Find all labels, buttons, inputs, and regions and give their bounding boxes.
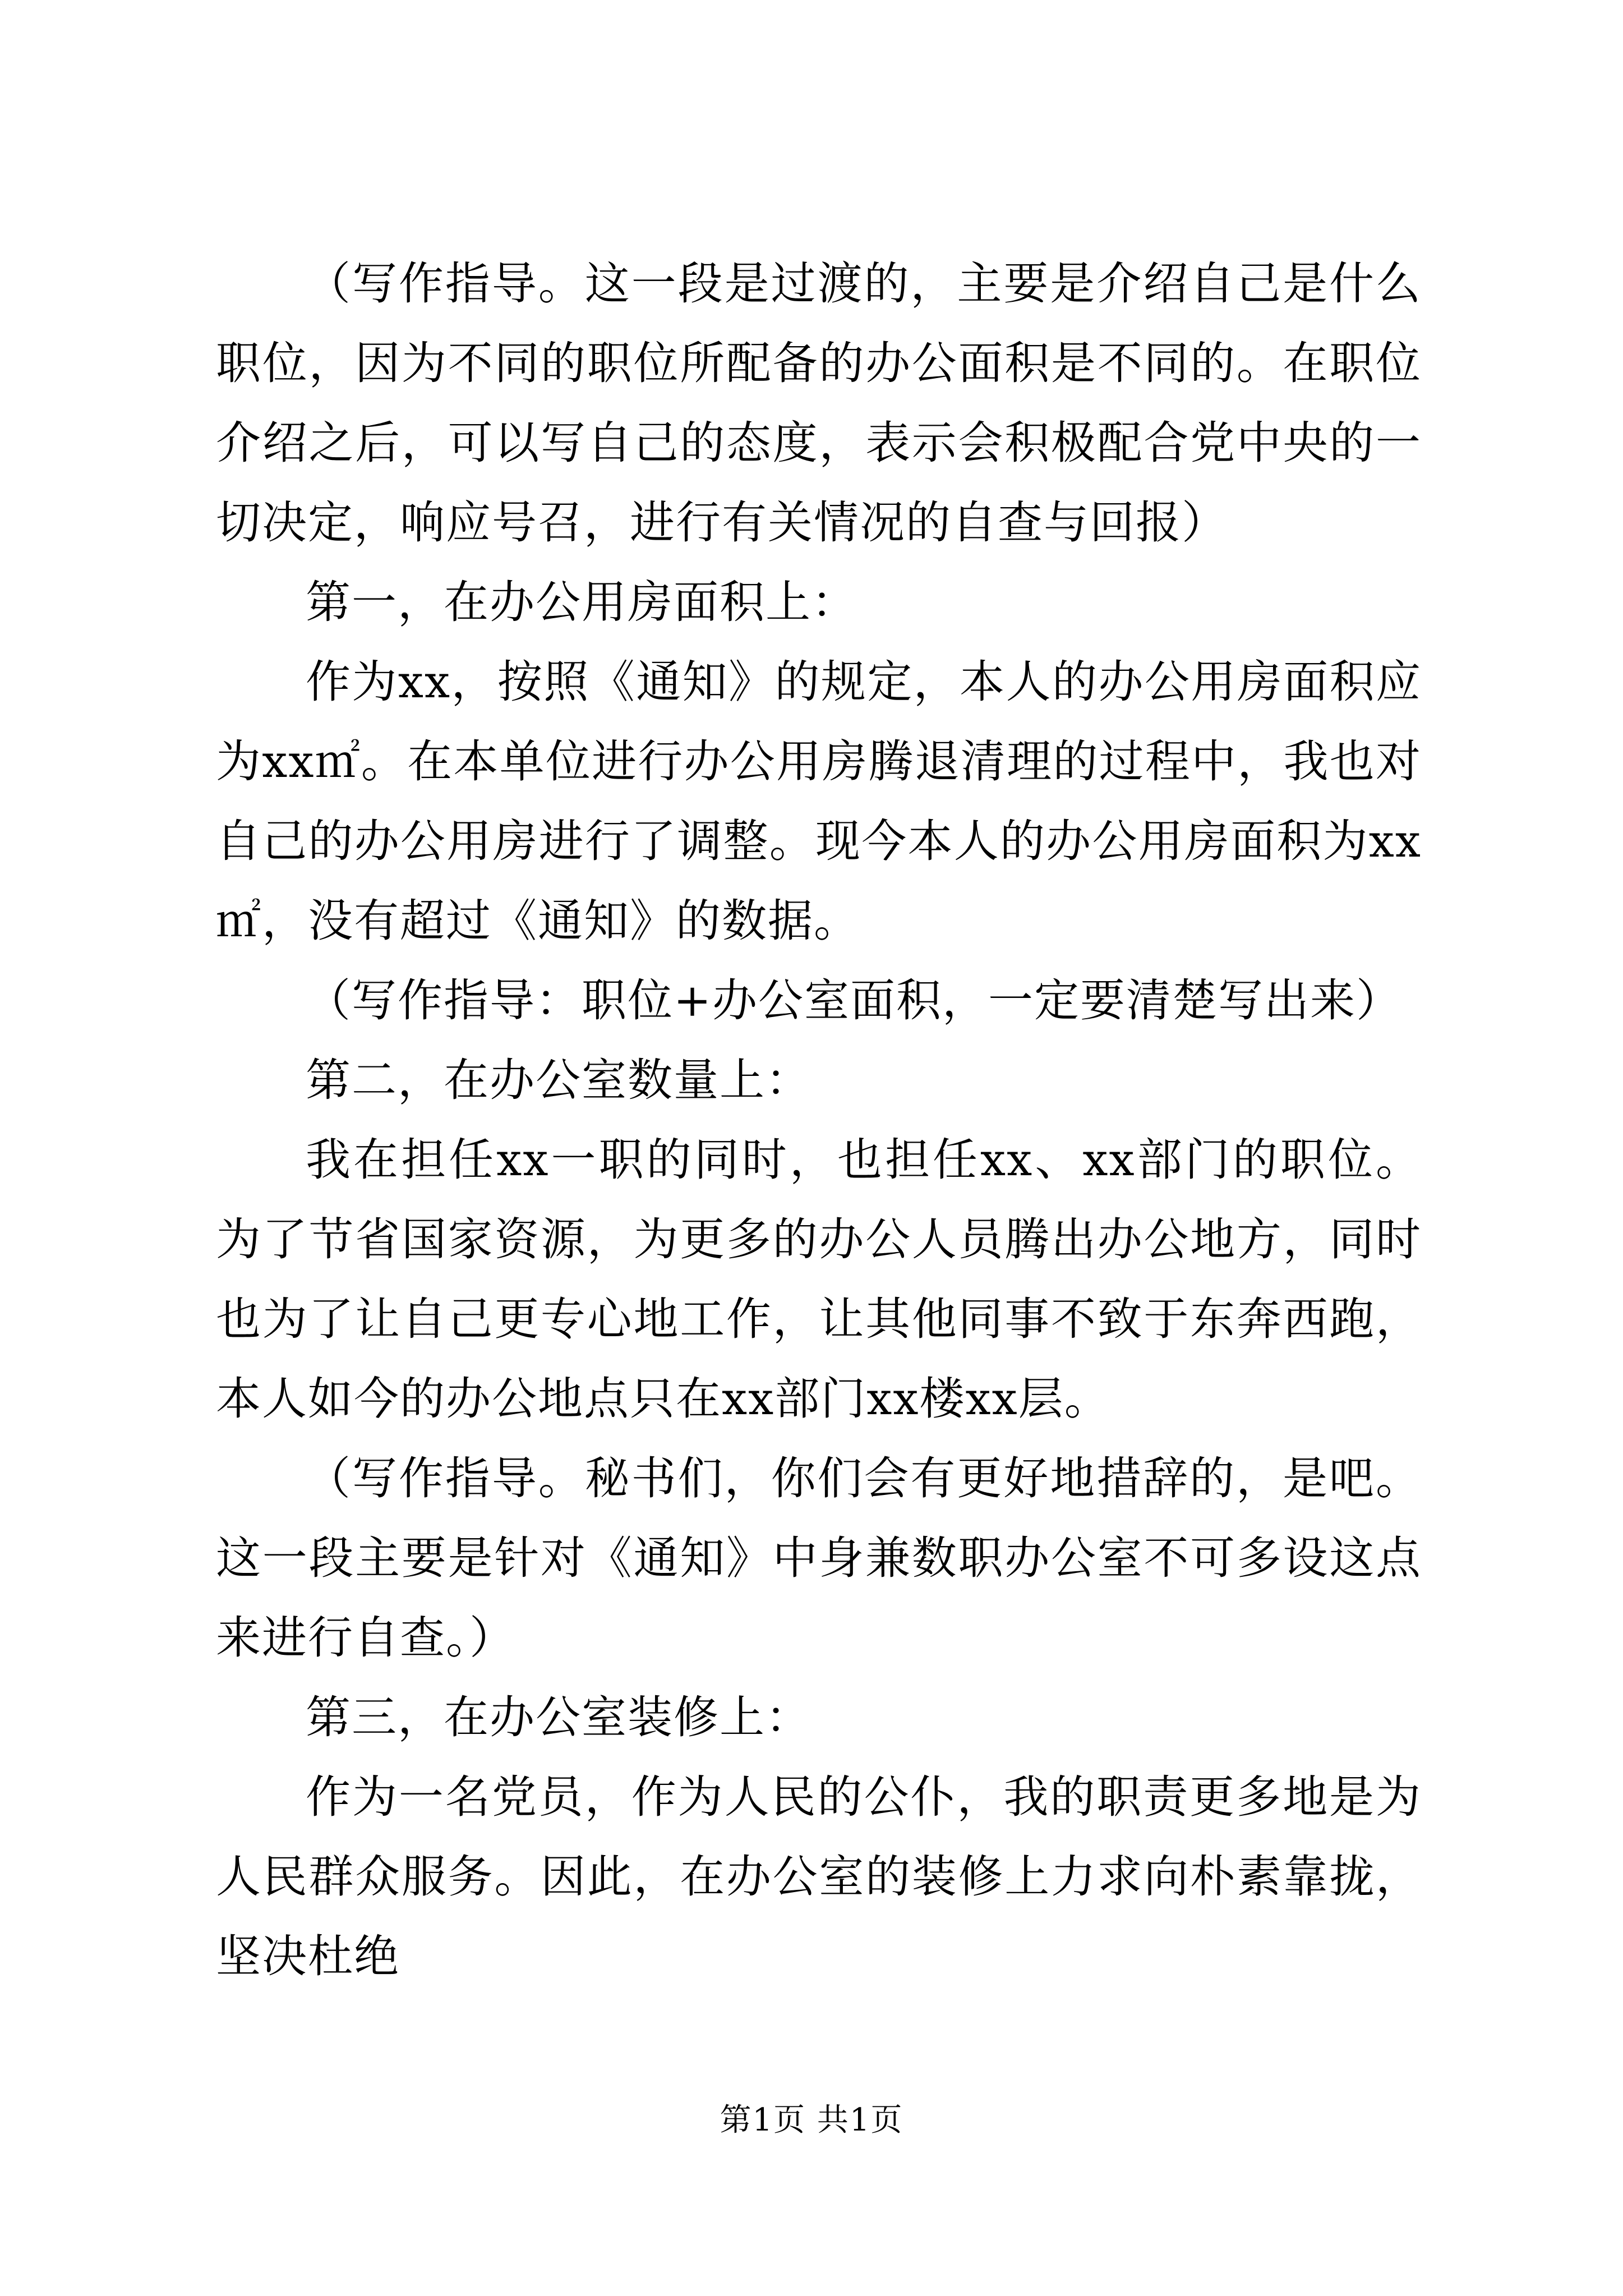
paragraph-heading-office-area: 第一，在办公用房面积上： [306,576,857,628]
paragraph-office-count: 我在担任xx一职的同时，也担任xx、xx部门的职位。为了节省国家资源，为更多的办公人员腾出办公地方，同时也为了让自己更专心地工作，让其他同事不致于东奔西跑，本人如今的办公地点只在xx部门xx楼xx层。 [216,1134,1422,1425]
paragraph-writing-guide-area: （写作指导：职位+办公室面积，一定要清楚写出来） [306,974,1403,1027]
paragraph-heading-office-decoration: 第三，在办公室装修上： [306,1691,811,1743]
paragraph-heading-office-count: 第二，在办公室数量上： [306,1054,811,1106]
paragraph-writing-guide-intro: （写作指导。这一段是过渡的，主要是介绍自己是什么职位，因为不同的职位所配备的办公面积是不同的。在职位介绍之后，可以写自己的态度，表示会积极配合党中央的一切决定，响应号召，进行有关情况的自查与回报） [216,257,1422,549]
paragraph-writing-guide-count: （写作指导。秘书们，你们会有更好地措辞的，是吧。这一段主要是针对《通知》中身兼数职办公室不可多设这点来进行自查。） [216,1452,1422,1664]
paragraph-office-area: 作为xx，按照《通知》的规定，本人的办公用房面积应为xx㎡。在本单位进行办公用房腾退清理的过程中，我也对自己的办公用房进行了调整。现今本人的办公用房面积为xx㎡，没有超过《通知》的数据。 [216,656,1422,947]
document-body [216,244,1422,1996]
page-footer: 第1页 共1页 [720,2102,903,2138]
paragraph-office-decoration: 作为一名党员，作为人民的公仆，我的职责更多地是为人民群众服务。因此，在办公室的装修上力求向朴素靠拢，坚决杜绝 [216,1771,1422,1982]
